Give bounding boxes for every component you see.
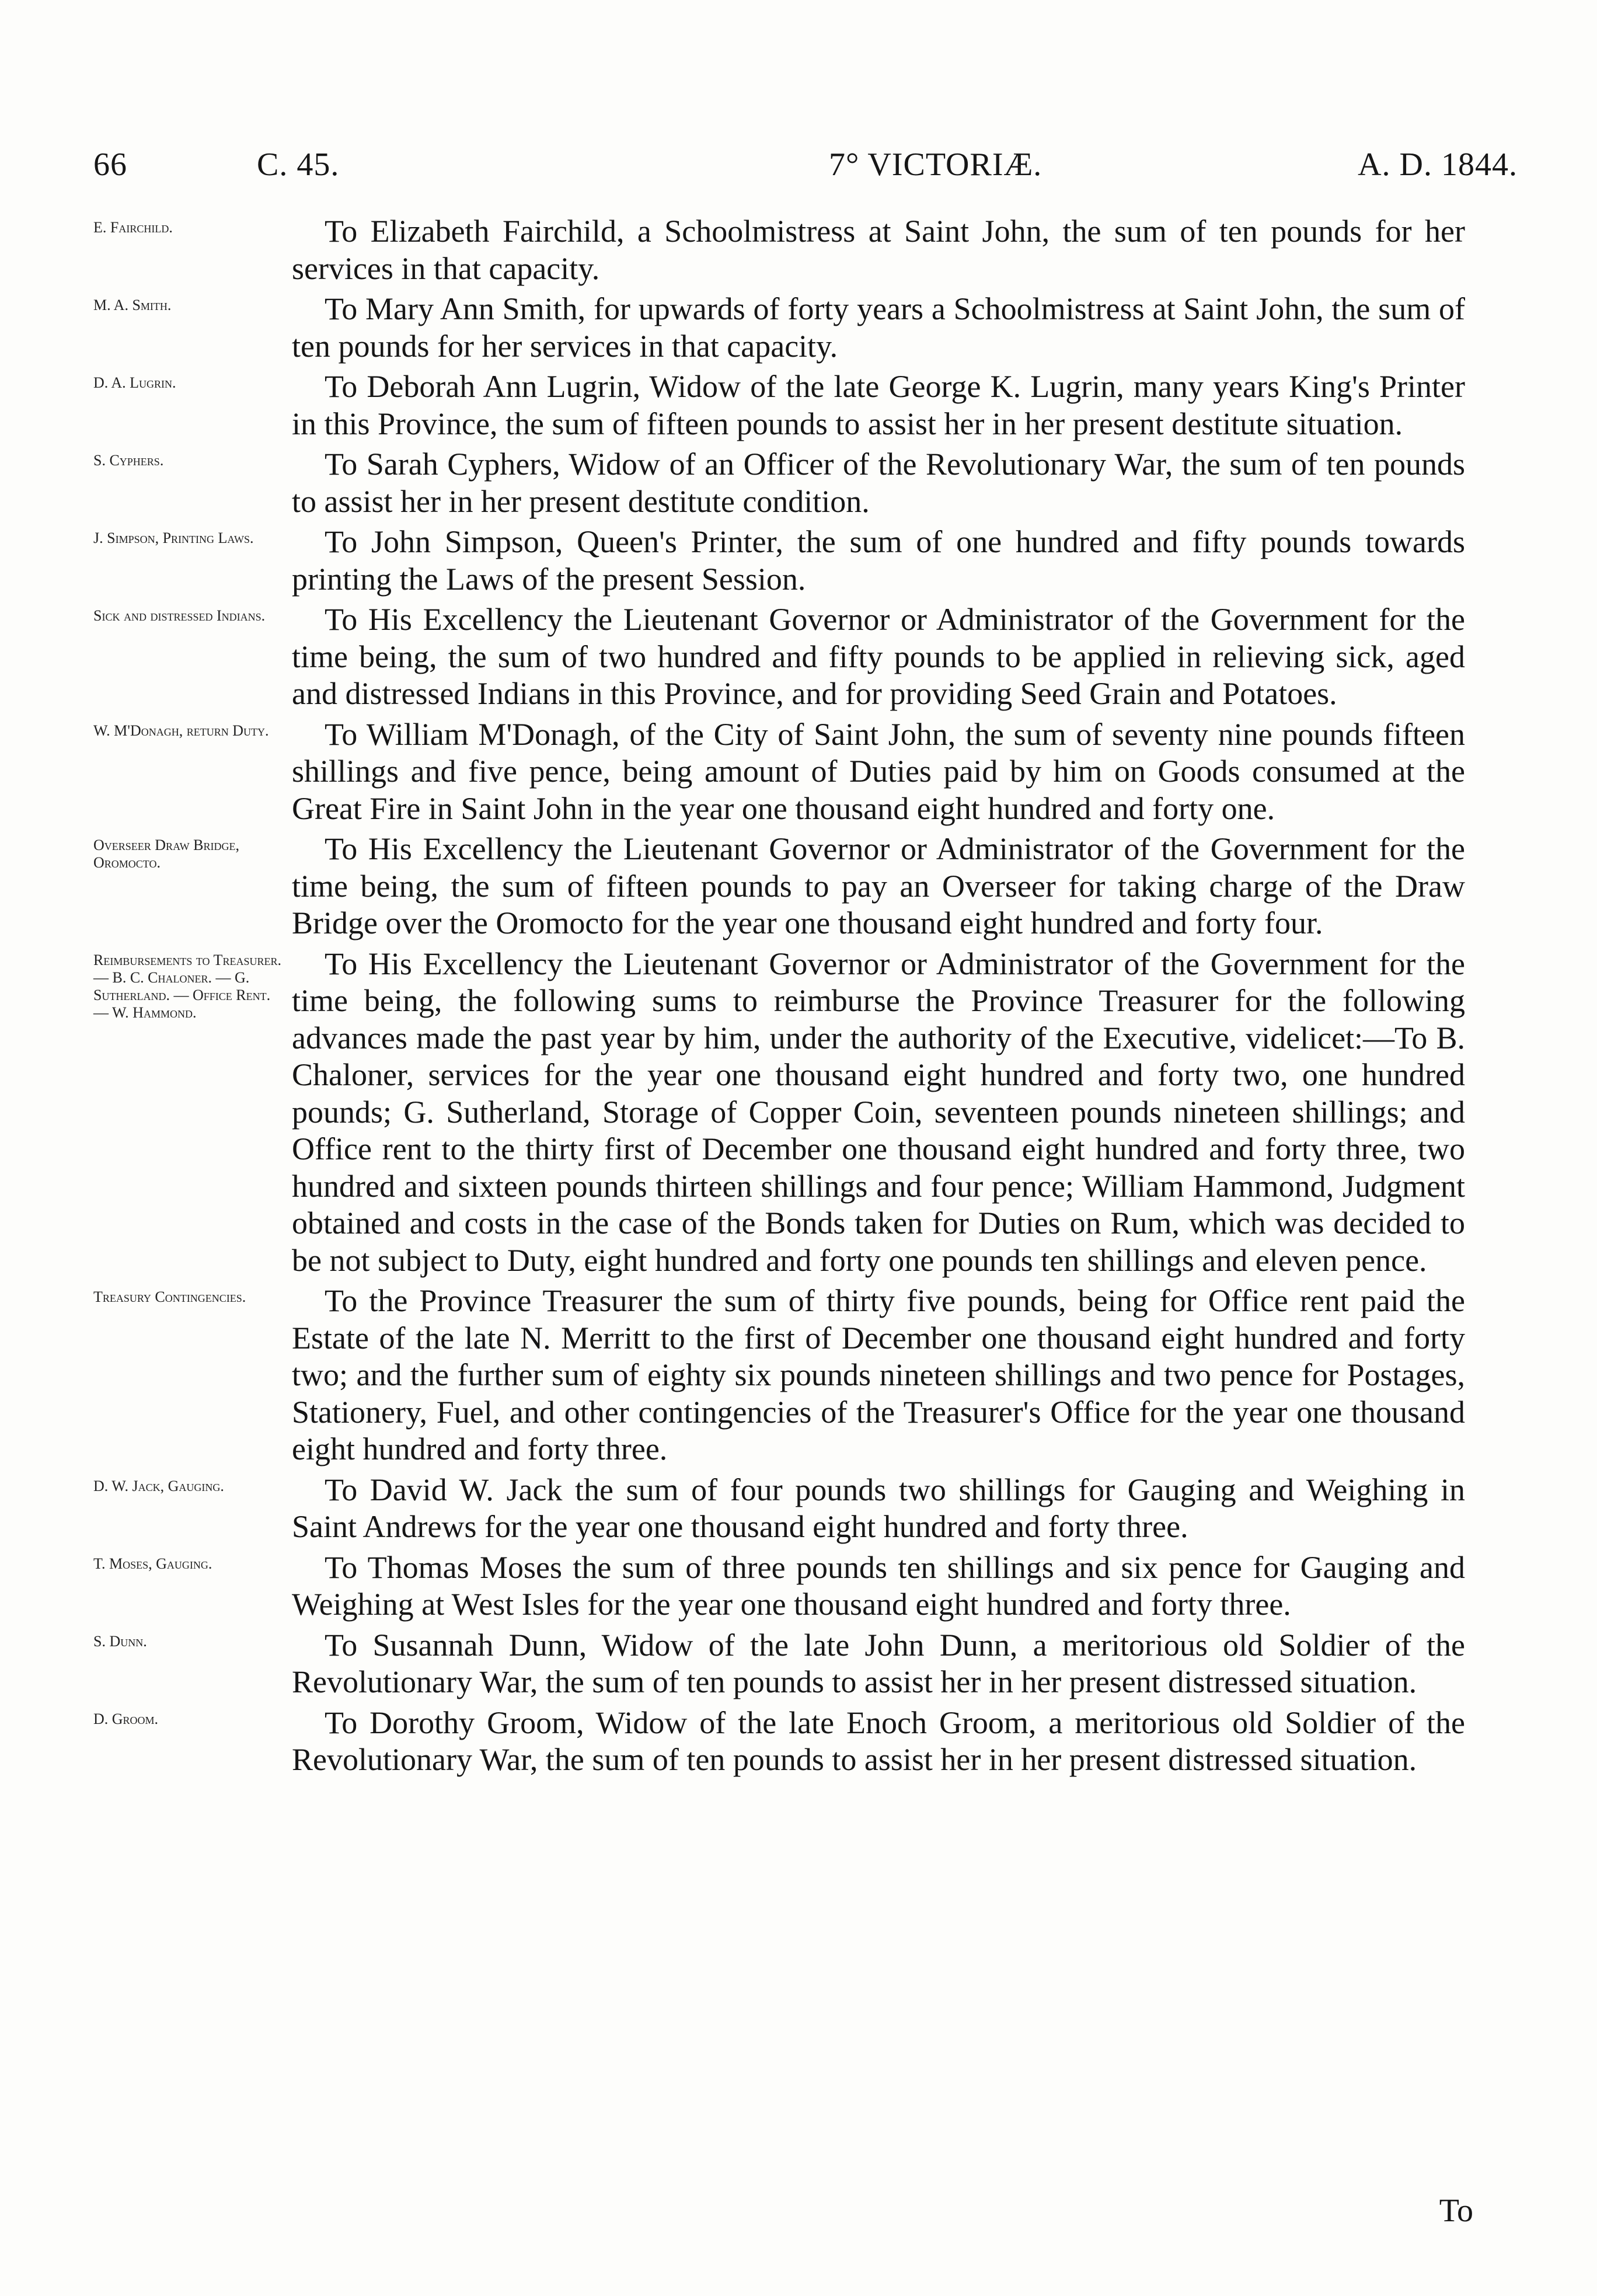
entry-text: To Thomas Moses the sum of three pounds ten shillings and six pence for Gauging and Weighing at West Isles for the year one thousand eight hundred and forty three.: [292, 1549, 1465, 1622]
margin-note: W. M'Donagh, return Duty.: [93, 722, 269, 739]
appropriation-entry: [93, 291, 1518, 365]
entry-text: To Susannah Dunn, Widow of the late John Dunn, a meritorious old Soldier of the Revolutionary War, the sum of ten pounds to assist her in her present distressed situation.: [292, 1627, 1465, 1699]
chapter-label: C. 45.: [257, 147, 340, 183]
appropriation-entry: [93, 213, 1518, 287]
appropriation-entry: [93, 1472, 1518, 1546]
entry-text: To Deborah Ann Lugrin, Widow of the late George K. Lugrin, many years King's Printer in this Province, the sum of fifteen pounds to assist her in her present destitute situation.: [292, 369, 1465, 441]
appropriation-entry: [93, 1627, 1518, 1701]
entry-text: To His Excellency the Lieutenant Governor or Administrator of the Government for the time being, the sum of two hundred and fifty pounds to be applied in relieving sick, aged and distressed Indians in this Province, and for providing Seed Grain and Potatoes.: [292, 602, 1465, 711]
appropriation-entry: [93, 1705, 1518, 1779]
margin-note: S. Dunn.: [93, 1632, 147, 1650]
entry-text: To Sarah Cyphers, Widow of an Officer of the Revolutionary War, the sum of ten pounds to assist her in her present destitute condition.: [292, 447, 1465, 519]
margin-note: D. W. Jack, Gauging.: [93, 1477, 224, 1494]
margin-note: Reimbursements to Treasurer. — B. C. Chaloner. — G. Sutherland. — Office Rent. — W. Hammond.: [93, 951, 281, 1021]
running-title: 7° VICTORIÆ.: [829, 147, 1042, 183]
page-number: 66: [93, 147, 127, 183]
appropriation-entry: [93, 446, 1518, 520]
appropriations-list: [93, 213, 1518, 1779]
appropriation-entry: [93, 524, 1518, 598]
margin-note: M. A. Smith.: [93, 297, 172, 313]
appropriation-entry: [93, 601, 1518, 713]
margin-note: T. Moses, Gauging.: [93, 1555, 212, 1572]
margin-note: E. Fairchild.: [93, 219, 173, 236]
entry-text: To Elizabeth Fairchild, a Schoolmistress at Saint John, the sum of ten pounds for her services in that capacity.: [292, 214, 1465, 286]
appropriation-entry: [93, 716, 1518, 828]
margin-note: S. Cyphers.: [93, 452, 164, 469]
entry-text: To David W. Jack the sum of four pounds two shillings for Gauging and Weighing in Saint Andrews for the year one thousand eight hundred and forty three.: [292, 1472, 1465, 1544]
entry-text: To William M'Donagh, of the City of Saint John, the sum of seventy nine pounds fifteen shillings and five pence, being amount of Duties paid by him on Goods consumed at the Great Fire in Saint John in the year one thousand eight hundred and forty one.: [292, 716, 1465, 826]
appropriation-entry: [93, 368, 1518, 443]
entry-text: To the Province Treasurer the sum of thirty five pounds, being for Office rent paid the Estate of the late N. Merritt to the first of December one thousand eight hundred and forty two; and the further sum of eighty six pounds nineteen shillings and two pence for Postages, Stationery, Fuel, and other contingencies of the Treasurer's Office for the year one thousand eight hundred and forty three.: [292, 1283, 1465, 1466]
entry-text: To John Simpson, Queen's Printer, the sum of one hundred and fifty pounds towards printing the Laws of the present Session.: [292, 524, 1465, 597]
margin-note: Sick and distressed Indians.: [93, 607, 266, 624]
appropriation-entry: [93, 1549, 1518, 1623]
entry-text: To Dorothy Groom, Widow of the late Enoch Groom, a meritorious old Soldier of the Revolutionary War, the sum of ten pounds to assist her in her present distressed situation.: [292, 1705, 1465, 1777]
margin-note: D. A. Lugrin.: [93, 374, 176, 391]
margin-note: J. Simpson, Printing Laws.: [93, 529, 254, 546]
appropriation-entry: [93, 946, 1518, 1280]
entry-text: To His Excellency the Lieutenant Governor or Administrator of the Government for the time being, the sum of fifteen pounds to pay an Overseer for taking charge of the Draw Bridge over the Oromocto for the year one thousand eight hundred and forty four.: [292, 831, 1465, 940]
appropriation-entry: [93, 1283, 1518, 1468]
appropriation-entry: [93, 831, 1518, 942]
catchword: To: [1439, 2193, 1473, 2229]
entry-text: To His Excellency the Lieutenant Governor or Administrator of the Government for the time being, the following sums to reimburse the Province Treasurer for the following advances made the past year by him, under the authority of the Executive, videlicet:—To B. Chaloner, services for the year one thousand eight hundred and forty two, one hundred pounds; G. Sutherland, Storage of Copper Coin, seventeen pounds nineteen shillings; and Office rent to the thirty first of December one thousand eight hundred and forty three, two hundred and sixteen pounds thirteen shillings and four pence; William Hammond, Judgment obtained and costs in the case of the Bonds taken for Duties on Rum, which was decided to be not subject to Duty, eight hundred and forty one pounds ten shillings and eleven pence.: [292, 946, 1465, 1278]
margin-note: D. Groom.: [93, 1710, 159, 1727]
page-header: [93, 146, 1518, 193]
year-label: A. D. 1844.: [1358, 147, 1518, 183]
margin-note: Treasury Contingencies.: [93, 1288, 246, 1305]
margin-note: Overseer Draw Bridge, Oromocto.: [93, 837, 239, 871]
entry-text: To Mary Ann Smith, for upwards of forty years a Schoolmistress at Saint John, the sum of ten pounds for her services in that capacity.: [292, 291, 1465, 364]
